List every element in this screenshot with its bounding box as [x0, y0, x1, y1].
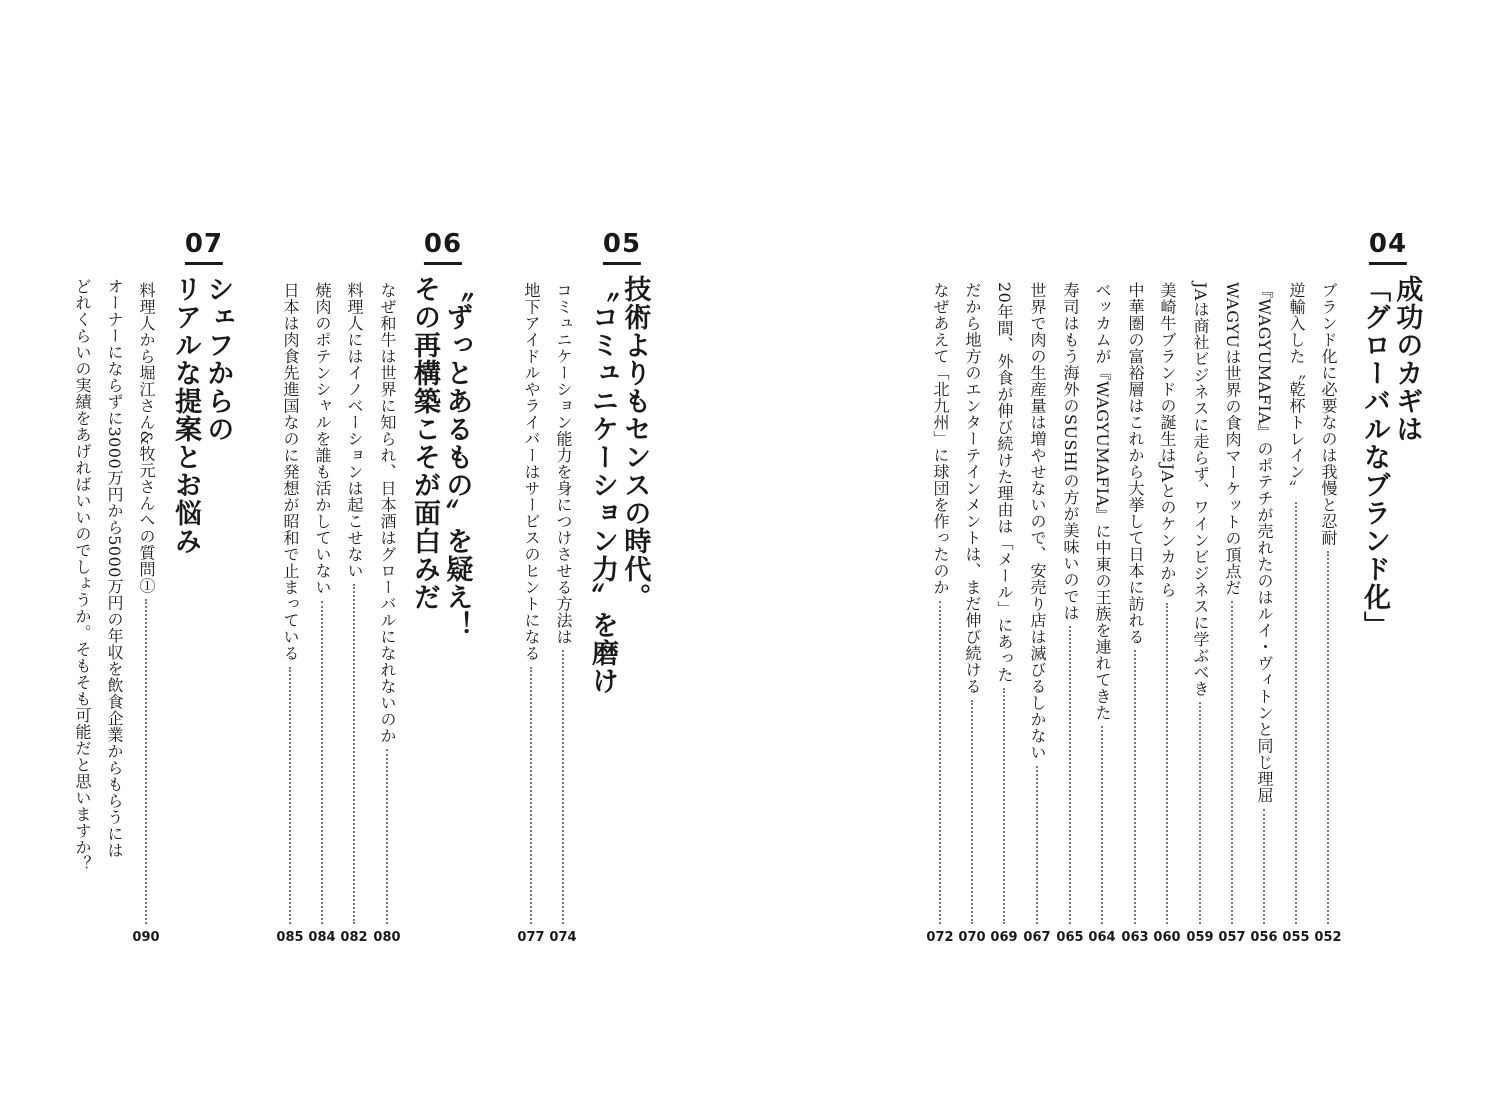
toc-entry[interactable]: 美崎牛ブランドの誕生はJAとのケンカから	[1153, 282, 1181, 924]
page-number: 055	[1282, 930, 1310, 945]
toc-entry[interactable]: 地下アイドルやライバーはサービスのヒントになる	[517, 282, 545, 924]
leader-dots	[1134, 650, 1136, 924]
section-title: シェフからの リアルな提案とお悩み	[170, 275, 234, 555]
page-number: 085	[276, 930, 304, 945]
toc-entry[interactable]: WAGYUは世界の食肉マーケットの頂点だ	[1218, 282, 1246, 924]
toc-entry[interactable]: JAは商社ビジネスに走らず、ワインビジネスに学ぶべき	[1186, 282, 1214, 924]
toc-entry[interactable]: 寿司はもう海外のSUSHIの方が美味いのでは	[1056, 282, 1084, 924]
section-number: 06	[424, 231, 462, 265]
toc-entry[interactable]: 『WAGYUMAFIA』のポテチが売れたのはルイ・ヴィトンと同じ理屈	[1250, 282, 1278, 924]
leader-dots	[1327, 551, 1329, 924]
leader-dots	[1231, 601, 1233, 924]
page-number: 077	[517, 930, 545, 945]
leader-dots	[1003, 688, 1005, 924]
leader-dots	[971, 700, 973, 925]
page-number: 057	[1218, 930, 1246, 945]
leader-dots	[1036, 766, 1038, 925]
toc-entry[interactable]: 日本は肉食先進国なのに発想が昭和で止まっている	[276, 282, 304, 924]
page-number: 060	[1153, 930, 1181, 945]
toc-entry[interactable]: ブランド化に必要なのは我慢と忍耐	[1314, 282, 1342, 924]
page-number: 074	[549, 930, 577, 945]
page-number: 067	[1023, 930, 1051, 945]
section-number: 07	[185, 231, 223, 265]
leader-dots	[289, 667, 291, 925]
section-title: 成功のカギは 「グローバルなブランド化」	[1359, 275, 1423, 639]
leader-dots	[145, 599, 147, 924]
section-title: 〝ずっとあるもの〟を疑え！ その再構築こそが面白みだ	[409, 275, 473, 639]
page-number: 056	[1250, 930, 1278, 945]
leader-dots	[1199, 702, 1201, 924]
toc-entry[interactable]: ベッカムが『WAGYUMAFIA』に中東の王族を連れてきた	[1088, 282, 1116, 924]
toc-entry[interactable]: なぜあえて「北九州」に球団を作ったのか	[926, 282, 954, 924]
leader-dots	[353, 584, 355, 924]
page-number: 063	[1121, 930, 1149, 945]
toc-entry[interactable]: だから地方のエンターテインメントは、まだ伸び続ける	[958, 282, 986, 924]
leader-dots	[1295, 502, 1297, 925]
section-number: 05	[603, 231, 641, 265]
leader-dots	[939, 601, 941, 925]
page-number: 090	[132, 930, 160, 945]
question-text: オーナーにならずに3000万円から5000万円の年収を飲食企業からもらうには どれくらいの実績をあげればいいのでしょうか。そもそも可能だと思いますか？	[73, 278, 124, 872]
leader-dots	[386, 749, 388, 924]
toc-entry[interactable]: 中華圏の富裕層はこれから大挙して日本に訪れる	[1121, 282, 1149, 924]
page-number: 059	[1186, 930, 1214, 945]
page-number: 052	[1314, 930, 1342, 945]
leader-dots	[1069, 626, 1071, 924]
leader-dots	[321, 601, 323, 925]
toc-entry[interactable]: 世界で肉の生産量は増やせないので、安売り店は滅びるしかない	[1023, 282, 1051, 924]
leader-dots	[1263, 809, 1265, 924]
page-number: 072	[926, 930, 954, 945]
page-number: 065	[1056, 930, 1084, 945]
toc-entry[interactable]: 料理人から堀江さん&牧元さんへの質問①	[132, 282, 160, 924]
leader-dots	[1166, 603, 1168, 924]
section-number: 04	[1369, 231, 1407, 265]
leader-dots	[530, 667, 532, 925]
leader-dots	[1101, 726, 1103, 924]
toc-entry[interactable]: 逆輸入した〝乾杯トレイン〟	[1282, 282, 1310, 924]
page-number: 080	[373, 930, 401, 945]
toc-entry[interactable]: 焼肉のポテンシャルを誰も活かしていない	[308, 282, 336, 924]
leader-dots	[562, 650, 564, 924]
page-number: 069	[990, 930, 1018, 945]
page-number: 084	[308, 930, 336, 945]
toc-entry[interactable]: コミュニケーション能力を身につけさせる方法は	[549, 282, 577, 924]
toc-entry[interactable]: 20年間、外食が伸び続けた理由は「メール」にあった	[990, 282, 1018, 924]
page-number: 064	[1088, 930, 1116, 945]
page-number: 070	[958, 930, 986, 945]
page-number: 082	[340, 930, 368, 945]
toc-entry[interactable]: なぜ和牛は世界に知られ、日本酒はグローバルになれないのか	[373, 282, 401, 924]
toc-entry[interactable]: 料理人にはイノベーションは起こせない	[340, 282, 368, 924]
section-title: 技術よりもセンスの時代。 〝コミュニケーション力〟を磨け	[587, 275, 651, 695]
